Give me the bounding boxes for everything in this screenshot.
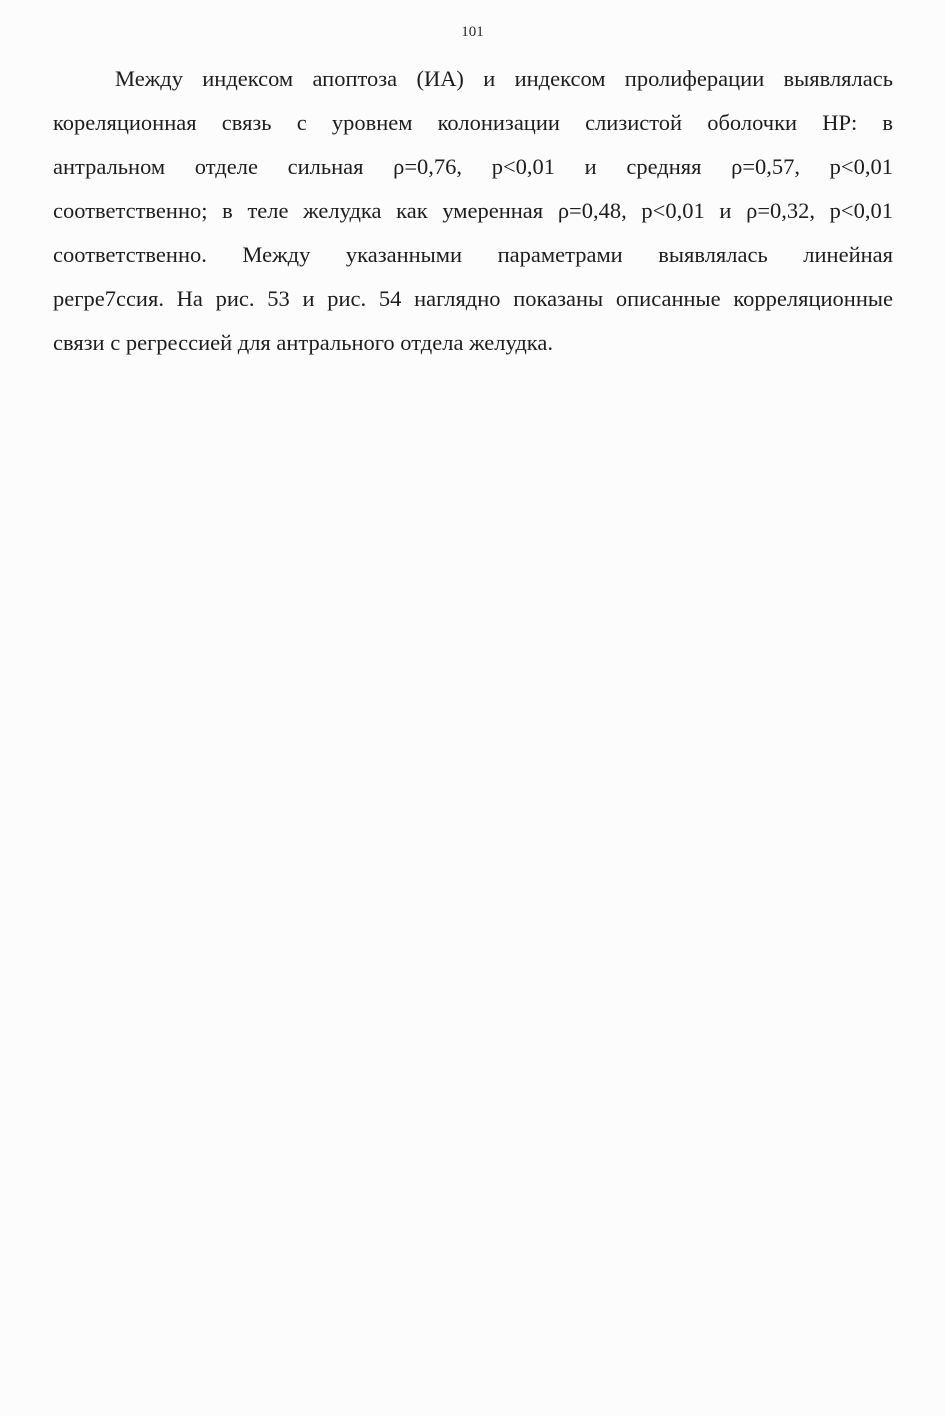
paragraph-line: регре7ссия. На рис. 53 и рис. 54 наглядно показаны описанные корреляционные [53,286,893,311]
page-number: 101 [461,24,484,40]
paragraph-line: Между индексом апоптоза (ИА) и индексом пролиферации выявлялась [115,66,893,91]
paragraph-line: кореляционная связь с уровнем колонизации слизистой оболочки HP: в [53,110,893,135]
body-paragraph [53,57,893,365]
paragraph-line: связи с регрессией для антрального отдела желудка. [53,330,554,355]
paragraph-line: соответственно. Между указанными параметрами выявлялась линейная [53,242,893,267]
paragraph-line: соответственно; в теле желудка как умеренная ρ=0,48, p<0,01 и ρ=0,32, p<0,01 [53,198,893,223]
paragraph-line: антральном отделе сильная ρ=0,76, p<0,01 и средняя ρ=0,57, p<0,01 [53,154,893,179]
